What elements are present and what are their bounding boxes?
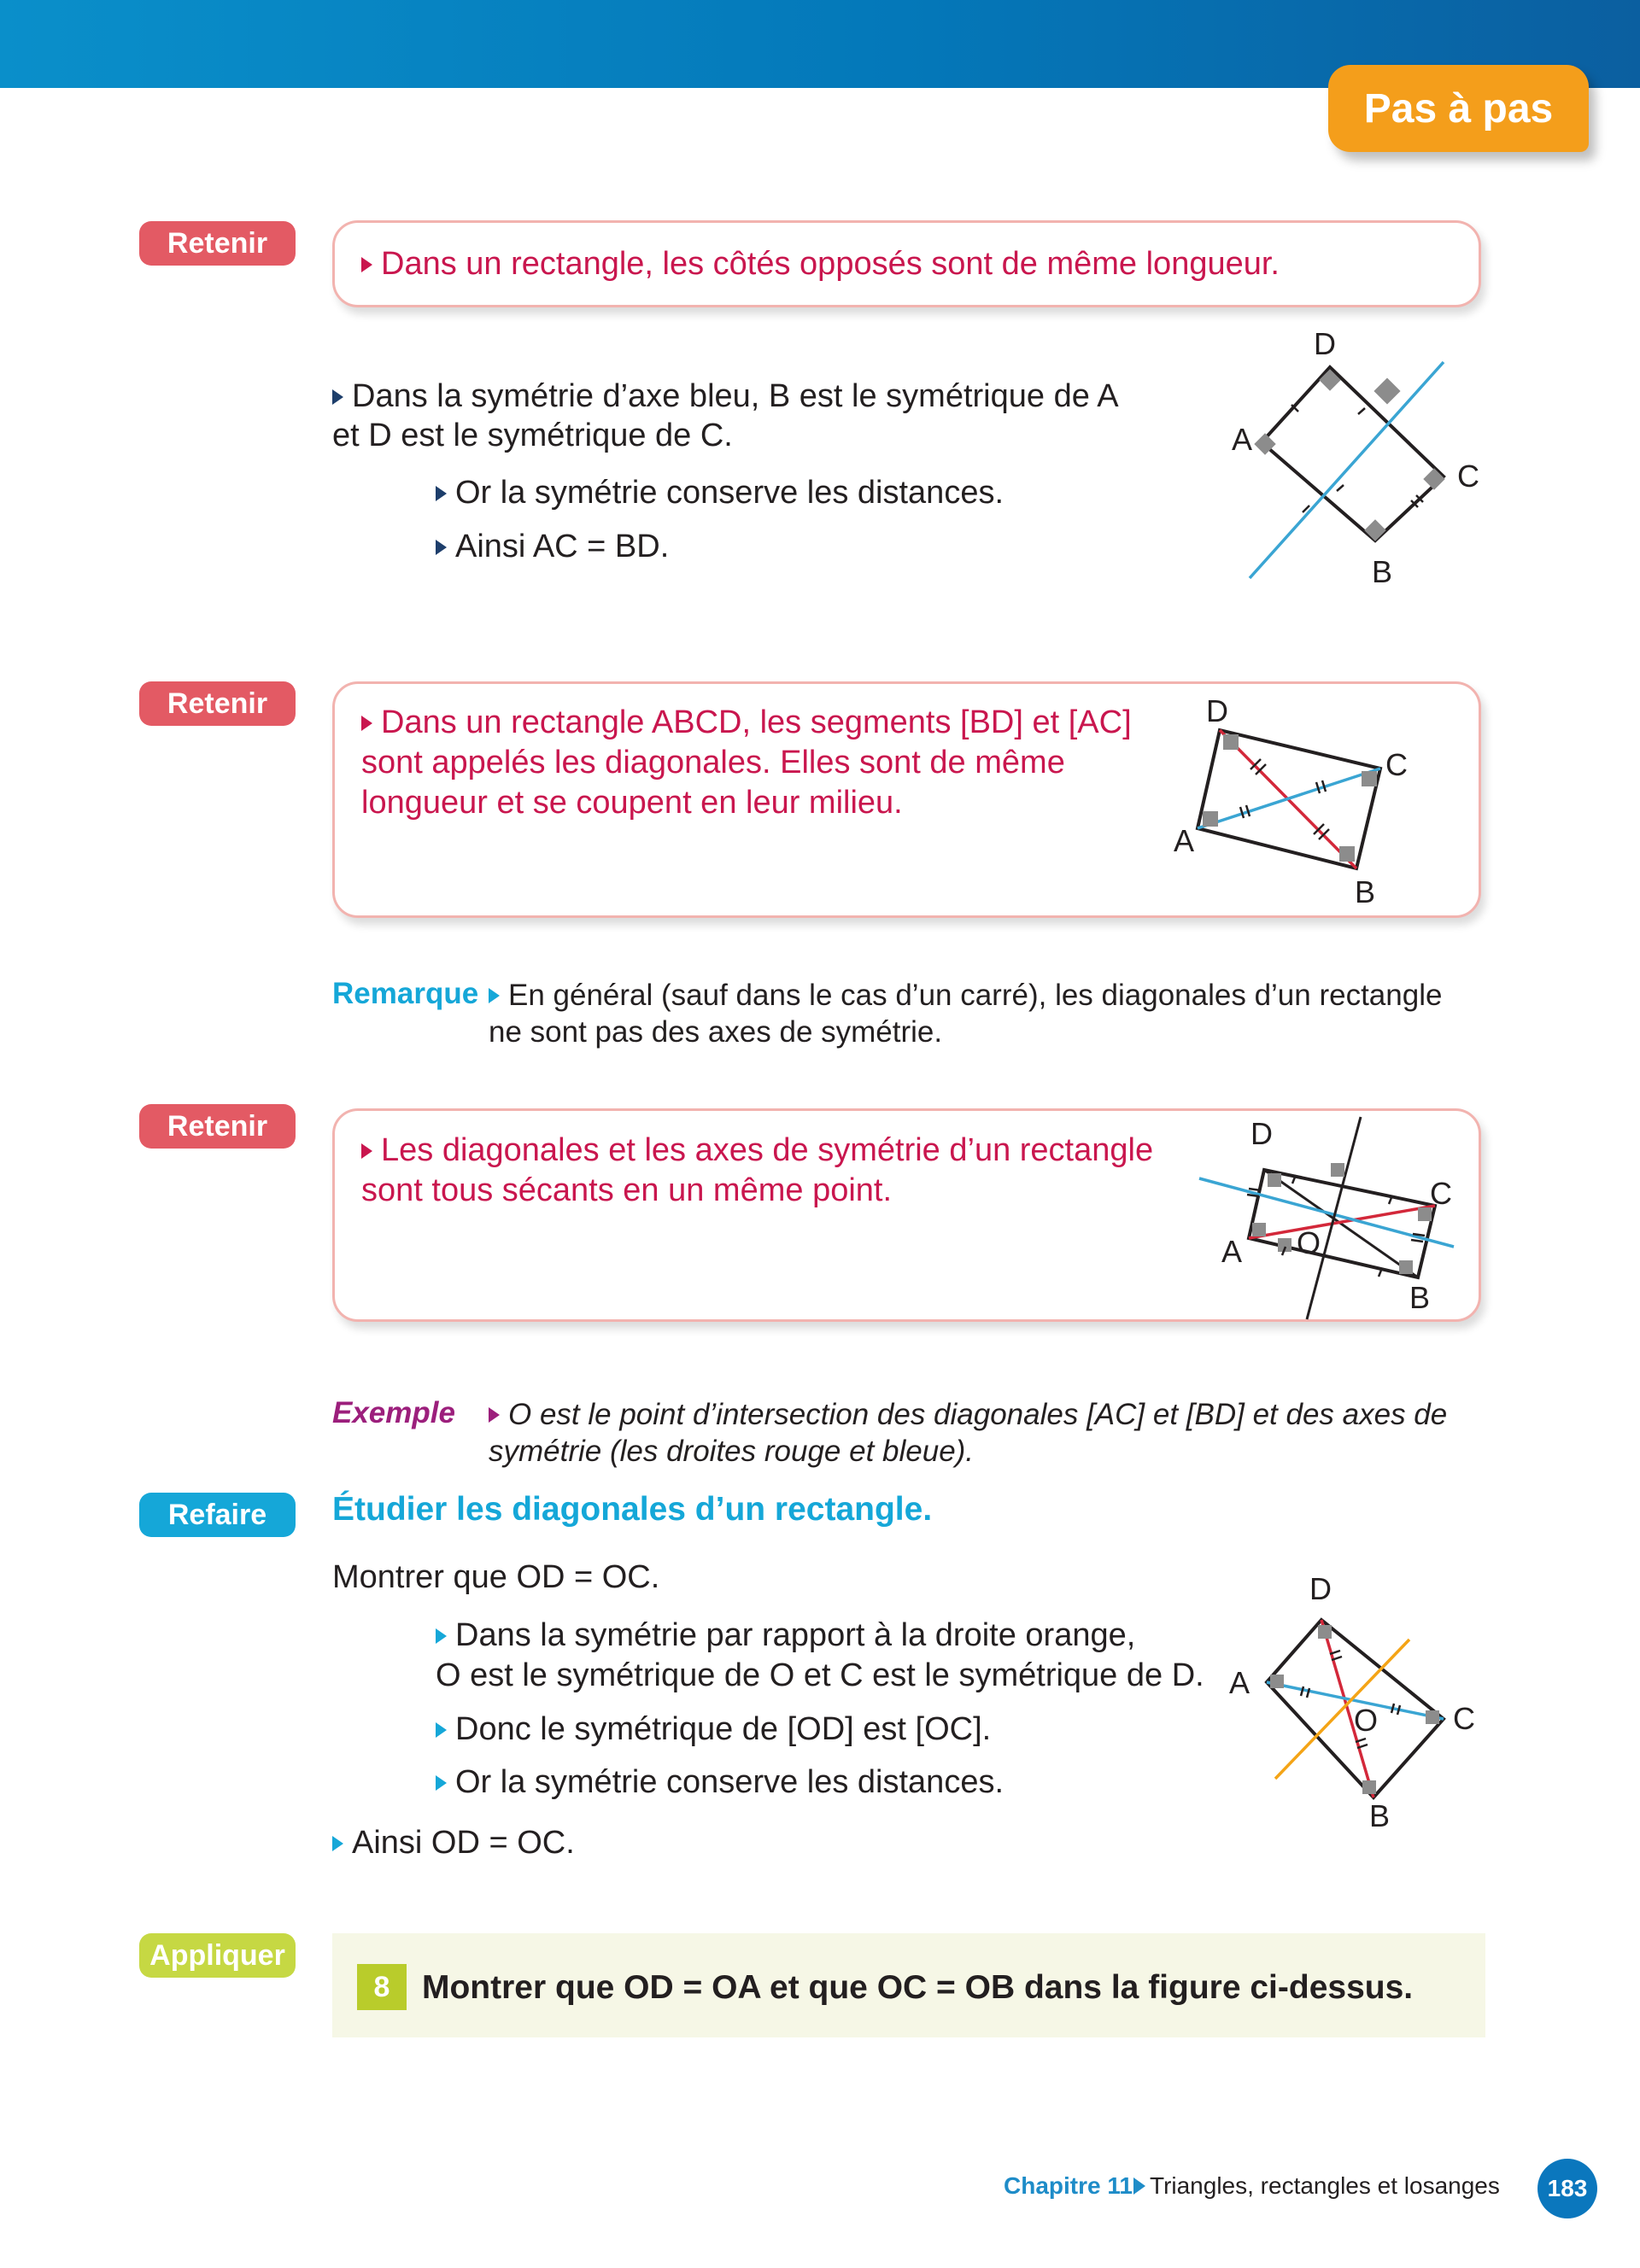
point-label: D (1250, 1116, 1273, 1151)
bullet-icon (361, 716, 372, 731)
remarque-text: En général (sauf dans le cas d’un carré), les diagonales d’un rectangle ne sont pas des axes de symétrie. (489, 979, 1443, 1049)
bullet-icon (489, 1407, 500, 1423)
bullet-icon (489, 988, 500, 1003)
remarque-label: Remarque (332, 977, 479, 1010)
bullet-icon (436, 1628, 447, 1644)
explanation-line: Dans la symétrie d’axe bleu, B est le symétrique de A (332, 377, 1119, 417)
rectangle-axes-figure (1187, 1110, 1461, 1324)
rectangle-symmetry-figure (1213, 324, 1503, 598)
point-label: C (1430, 1176, 1452, 1211)
conclusion: Ainsi OD = OC. (332, 1823, 575, 1863)
point-label: A (1221, 1234, 1243, 1269)
task-text: Montrer que OD = OC. (332, 1559, 660, 1595)
footer-arrow-icon (1133, 2177, 1145, 2195)
rule-text: Dans un rectangle, les côtés opposés sont de même longueur. (361, 244, 1280, 284)
exercise-number: 8 (357, 1964, 407, 2010)
point-label: B (1355, 874, 1376, 909)
point-label: B (1369, 1798, 1391, 1833)
solution-step: O est le symétrique de O et C est le symétrique de D. (436, 1657, 1204, 1693)
explanation-step: Or la symétrie conserve les distances. (436, 473, 1004, 513)
square-figure (1217, 1567, 1491, 1840)
point-label: C (1453, 1701, 1475, 1736)
point-label: A (1232, 422, 1253, 457)
rule-text: sont tous sécants en un même point. (361, 1172, 893, 1208)
refaire-label: Refaire (139, 1493, 296, 1537)
explanation-step: Ainsi AC = BD. (436, 527, 669, 567)
bullet-icon (436, 1722, 447, 1738)
point-label: B (1372, 554, 1393, 589)
retenir-label: Retenir (139, 681, 296, 726)
solution-step: Or la symétrie conserve les distances. (436, 1762, 1004, 1803)
point-label: C (1457, 459, 1479, 494)
rule-text: sont appelés les diagonales. Elles sont de même (361, 745, 1065, 780)
bullet-icon (436, 486, 447, 501)
point-label: C (1385, 747, 1408, 782)
rule-text: Les diagonales et les axes de symétrie d’un rectangle (361, 1131, 1153, 1171)
footer-chapter: Chapitre 11 (1004, 2172, 1133, 2199)
rule-text: Dans un rectangle ABCD, les segments [BD] et [AC] (361, 703, 1132, 743)
solution-step: Dans la symétrie par rapport à la droite orange, (436, 1616, 1135, 1656)
explanation-line: et D est le symétrique de C. (332, 418, 733, 453)
retenir-label: Retenir (139, 221, 296, 266)
footer-title: Triangles, rectangles et losanges (1150, 2172, 1500, 2199)
rectangle-diagonals-figure (1162, 687, 1444, 914)
bullet-icon (332, 389, 343, 405)
point-label: A (1229, 1665, 1250, 1700)
point-label: O (1297, 1225, 1321, 1260)
page-number: 183 (1538, 2159, 1597, 2218)
point-label: D (1314, 326, 1336, 361)
bullet-icon (361, 257, 372, 272)
bullet-icon (332, 1836, 343, 1851)
bullet-icon (436, 540, 447, 555)
bullet-icon (436, 1775, 447, 1791)
point-label: O (1354, 1703, 1379, 1738)
exercise-text: Montrer que OD = OA et que OC = OB dans la figure ci-dessus. (422, 1969, 1414, 2006)
refaire-title: Étudier les diagonales d’un rectangle. (332, 1491, 933, 1528)
point-label: B (1409, 1280, 1431, 1315)
point-label: D (1206, 693, 1228, 728)
point-label: A (1174, 823, 1195, 858)
exemple-label: Exemple (332, 1396, 455, 1429)
point-label: D (1309, 1571, 1332, 1606)
rule-text: longueur et se coupent en leur milieu. (361, 785, 903, 821)
retenir-label: Retenir (139, 1104, 296, 1149)
solution-step: Donc le symétrique de [OD] est [OC]. (436, 1710, 991, 1750)
bullet-icon (361, 1143, 372, 1159)
appliquer-label: Appliquer (139, 1933, 296, 1978)
exemple-text: O est le point d’intersection des diagonales [AC] et [BD] et des axes de symétrie (les droites rouge et bleue). (489, 1398, 1448, 1468)
section-tab: Pas à pas (1328, 65, 1589, 152)
